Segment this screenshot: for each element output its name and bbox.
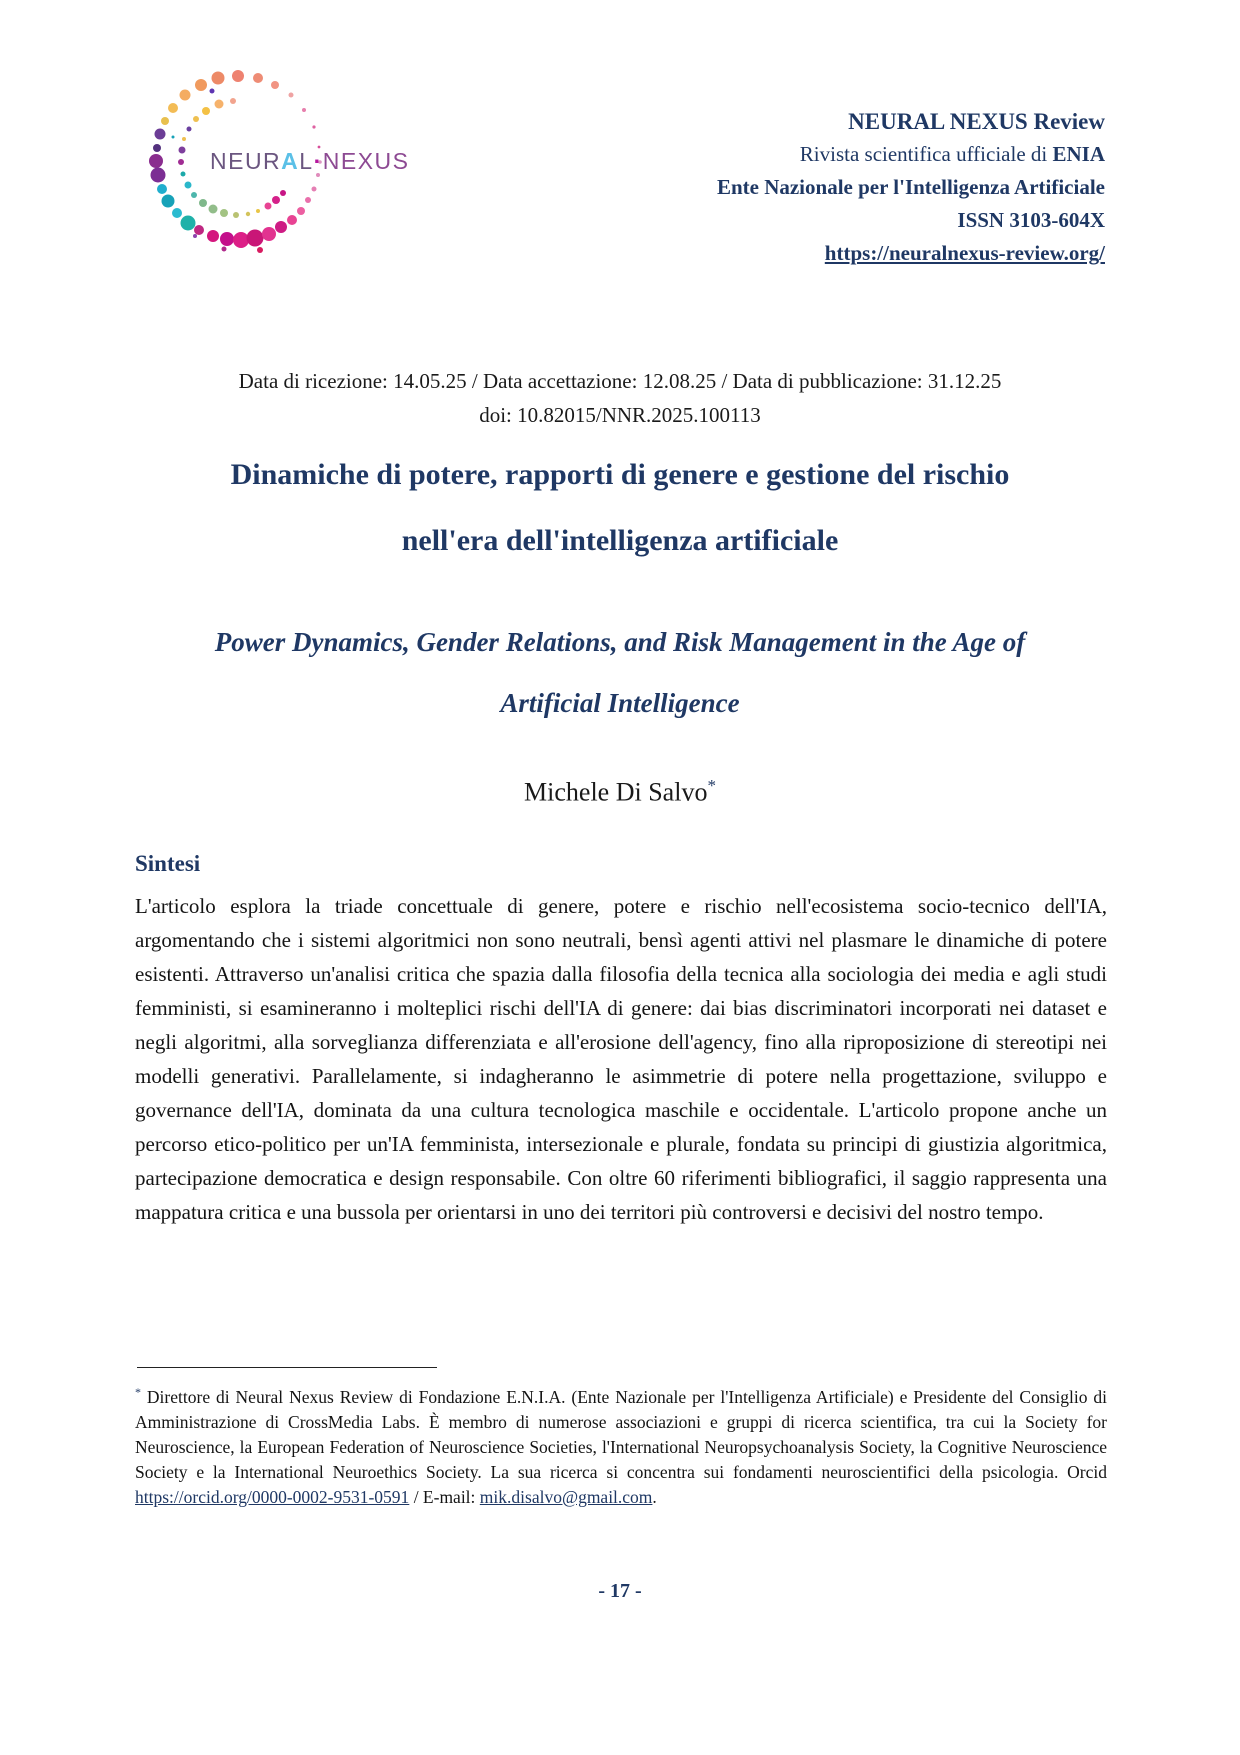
dates-line: Data di ricezione: 14.05.25 / Data accettazione: 12.08.25 / Data di pubblicazione: 31.12.25: [238, 369, 1002, 393]
neural-nexus-logo: [138, 60, 410, 260]
footnote-marker: *: [135, 1385, 141, 1399]
author-footnote-marker: *: [707, 776, 716, 795]
footnote-separator-rule: [137, 1367, 437, 1368]
journal-header: [717, 105, 1105, 270]
logo-text-neur: NEUR: [210, 148, 282, 174]
title-it-line1: Dinamiche di potere, rapporti di genere e gestione del rischio: [230, 458, 1010, 491]
email-link[interactable]: mik.disalvo@gmail.com: [479, 1486, 653, 1507]
journal-subtitle: [717, 138, 1105, 171]
logo-separator-dot: ·: [313, 148, 323, 174]
title-it-line2: nell'era dell'intelligenza artificiale: [401, 524, 839, 557]
author-name: Michele Di Salvo: [524, 777, 708, 807]
footnote-body: Direttore di Neural Nexus Review di Fondazione E.N.I.A. (Ente Nazionale per l'Intelligenza Artificiale) e Presidente del Consiglio di Amministrazione di CrossMedia Labs. È membro di numerose associazioni e gruppi di ricerca scientifica, tra cui la Society for Neuroscience, la European Federation of Neuroscience Societies, l'International Neuropsychoanalysis Society, la Cognitive Neuroscience Society e la International Neuroethics Society. La sua ricerca si concentra sui fondamenti neuroscientifici della psicologia. Orcid: [135, 1386, 1107, 1482]
title-en-line1: Power Dynamics, Gender Relations, and Risk Management in the Age of: [214, 627, 1026, 657]
article-meta: [135, 364, 1105, 432]
logo-text-nexus: NEXUS: [322, 148, 410, 174]
article-title-italian: [135, 458, 1105, 558]
author-line: [135, 776, 1105, 808]
journal-title: NEURAL NEXUS Review: [848, 109, 1105, 134]
page-number: - 17 -: [598, 1580, 642, 1602]
orcid-link[interactable]: https://orcid.org/0000-0002-9531-0591: [135, 1486, 410, 1507]
abstract-text: L'articolo esplora la triade concettuale di genere, potere e rischio nell'ecosistema socio-tecnico dell'IA, argomentando che i sistemi algoritmici non sono neutrali, bensì agenti attivi nel plasmare le dinamiche di potere esistenti. Attraverso un'analisi critica che spazia dalla filosofia della tecnica alla sociologia dei media e agli studi femministi, si esamineranno i molteplici rischi dell'IA di genere: dai bias discriminatori incorporati nei dataset e negli algoritmi, alla sorveglianza differenziata e all'erosione dell'agency, fino alla riproposizione di stereotipi nei modelli generativi. Parallelamente, si indagheranno le asimmetrie di potere nella progettazione, sviluppo e governance dell'IA, dominata da una cultura tecnologica maschile e occidentale. L'articolo propone anche un percorso etico-politico per un'IA femminista, intersezionale e plurale, fondata su principi di giustizia algoritmica, partecipazione democratica e design responsabile. Con oltre 60 riferimenti bibliografici, il saggio rappresenta una mappatura critica e una bussola per orientarsi in uno dei territori più controversi e decisivi del nostro tempo.: [135, 894, 1107, 1224]
doi-line: doi: 10.82015/NNR.2025.100113: [479, 403, 761, 427]
journal-subtitle-org: ENIA: [1052, 142, 1105, 166]
title-en-line2: Artificial Intelligence: [500, 688, 740, 718]
journal-subtitle-prefix: Rivista scientifica ufficiale di: [799, 142, 1053, 166]
footnote-email-separator: / E-mail:: [409, 1486, 480, 1507]
logo-letter-a-icon: A: [281, 148, 300, 174]
logo-wordmark: [210, 148, 410, 175]
footnote-terminator: .: [652, 1486, 657, 1507]
abstract-heading: Sintesi: [135, 851, 201, 876]
journal-website-link[interactable]: https://neuralnexus-review.org/: [824, 241, 1105, 265]
footnote: [135, 1380, 1107, 1510]
article-title-english: [135, 627, 1105, 719]
logo-text-l: L: [299, 148, 314, 174]
journal-org-full: Ente Nazionale per l'Intelligenza Artificiale: [716, 175, 1105, 199]
journal-issn: ISSN 3103-604X: [957, 208, 1105, 232]
